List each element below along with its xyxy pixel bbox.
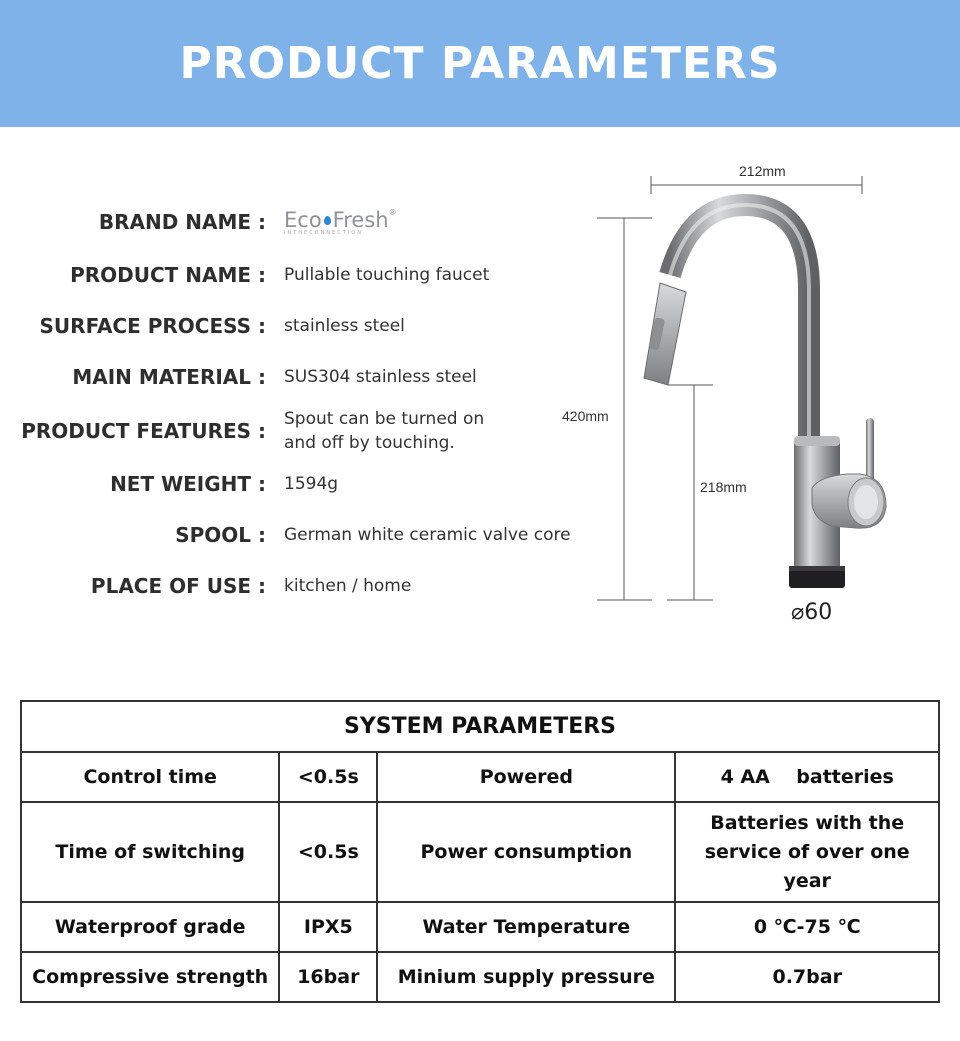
table-cell: Time of switching [21, 802, 279, 902]
table-cell: <0.5s [279, 802, 377, 902]
table-title: SYSTEM PARAMETERS [21, 701, 939, 752]
param-value [284, 407, 484, 455]
param-value: German white ceramic valve core [284, 525, 571, 545]
param-row-place-of-use [0, 561, 600, 611]
spout-height-dimension-label: 218mm [700, 479, 747, 495]
param-label: PRODUCT FEATURES : [21, 419, 266, 443]
faucet-illustration [560, 155, 940, 635]
table-cell [675, 802, 939, 902]
table-cell: Power consumption [377, 802, 675, 902]
param-row-main-material [0, 352, 600, 402]
table-cell: 4 AA batteries [675, 752, 939, 802]
param-label: SURFACE PROCESS : [39, 314, 266, 338]
param-row-product-name [0, 250, 600, 300]
width-dimension-label: 212mm [739, 163, 786, 179]
table-cell-line: Batteries with the [710, 811, 905, 834]
logo-text-fresh: Fresh [332, 208, 389, 232]
param-label: PLACE OF USE : [90, 574, 266, 598]
registered-mark: ® [388, 208, 397, 217]
table-cell: Water Temperature [377, 902, 675, 952]
header-banner [0, 0, 960, 127]
param-label: PRODUCT NAME : [70, 263, 266, 287]
table-row [21, 902, 939, 952]
param-label: MAIN MATERIAL : [72, 365, 266, 389]
param-row-product-features [0, 406, 600, 456]
param-value-line: Spout can be turned on [284, 409, 485, 429]
param-value: kitchen / home [284, 576, 412, 596]
table-row [21, 802, 939, 902]
table-cell: Waterproof grade [21, 902, 279, 952]
table-cell: 0.7bar [675, 952, 939, 1002]
param-value: stainless steel [284, 316, 405, 336]
param-row-net-weight [0, 459, 600, 509]
page-title: PRODUCT PARAMETERS [179, 38, 781, 89]
table-cell: 0 ℃-75 ℃ [675, 902, 939, 952]
base-diameter-label: ⌀60 [791, 600, 833, 625]
param-value: 1594g [284, 474, 339, 494]
system-parameters-table [20, 700, 940, 1003]
table-cell: IPX5 [279, 902, 377, 952]
param-row-surface-process [0, 301, 600, 351]
table-cell: <0.5s [279, 752, 377, 802]
param-value: SUS304 stainless steel [284, 367, 477, 387]
table-row [21, 952, 939, 1002]
param-label: SPOOL : [175, 523, 266, 547]
param-value-line: and off by touching. [284, 433, 455, 453]
table-cell-line: service of over one year [704, 840, 910, 892]
water-drop-icon [324, 216, 331, 225]
logo-text-eco: Eco [284, 208, 322, 232]
table-cell: Powered [377, 752, 675, 802]
param-label: NET WEIGHT : [110, 472, 266, 496]
param-label: BRAND NAME : [98, 210, 266, 234]
param-value: Pullable touching faucet [284, 265, 490, 285]
table-cell: Control time [21, 752, 279, 802]
table-cell: Compressive strength [21, 952, 279, 1002]
table-row [21, 752, 939, 802]
brand-logo [284, 208, 414, 244]
table-cell: Minium supply pressure [377, 952, 675, 1002]
param-row-spool [0, 510, 600, 560]
faucet-body [644, 205, 886, 588]
table-cell: 16bar [279, 952, 377, 1002]
height-dimension-label: 420mm [562, 408, 609, 424]
logo-tagline: INTHECONNECTION [284, 230, 363, 236]
